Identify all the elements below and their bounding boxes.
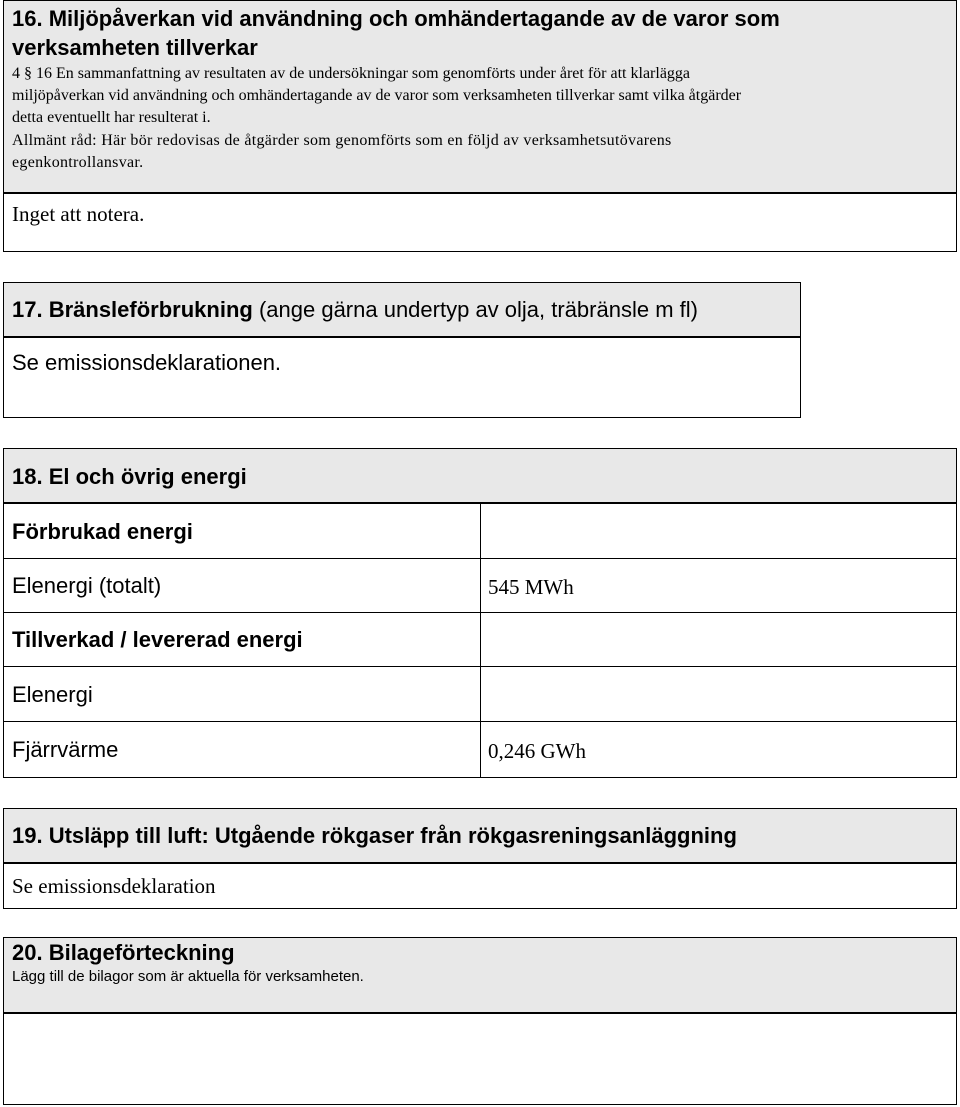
section-16-advice-line1: Allmänt råd: Här bör redovisas de åtgärder som genomförts som en följd av verksamhetsutövarens xyxy=(12,132,672,149)
section-16-advice-line2: egenkontrollansvar. xyxy=(12,154,144,171)
section-16-description-line3: detta eventuellt har resulterat i. xyxy=(12,109,211,126)
section-16-answer: Inget att notera. xyxy=(12,202,145,226)
section-17-answer-field[interactable] xyxy=(3,336,801,418)
energy-table-row-divider xyxy=(4,721,956,722)
energy-row-produced-label: Tillverkad / levererad energi xyxy=(12,627,303,652)
section-17-title xyxy=(12,297,698,323)
energy-row-consumed-value[interactable] xyxy=(488,519,948,545)
section-17-title-bold: 17. Bränsleförbrukning xyxy=(12,297,253,322)
section-16-title-line1: 16. Miljöpåverkan vid användning och omhändertagande av de varor som xyxy=(12,6,780,31)
energy-row-produced-value[interactable] xyxy=(488,627,948,653)
section-19-answer-field[interactable] xyxy=(3,862,957,909)
energy-row-electricity-total-label: Elenergi (totalt) xyxy=(12,573,162,598)
energy-table xyxy=(3,502,957,778)
section-17-header xyxy=(3,282,801,338)
section-19-answer: Se emissionsdeklaration xyxy=(12,874,216,898)
energy-table-row-divider xyxy=(4,558,956,559)
section-17-title-rest: (ange gärna undertyp av olja, träbränsle m fl) xyxy=(252,297,698,322)
section-16-header xyxy=(3,0,957,194)
energy-row-electricity-label: Elenergi xyxy=(12,682,93,707)
section-16-title-line2: verksamheten tillverkar xyxy=(12,35,258,60)
energy-row-district-heating-value[interactable]: 0,246 GWh xyxy=(488,739,586,763)
section-20-answer-field[interactable] xyxy=(3,1012,957,1105)
energy-table-row-divider xyxy=(4,612,956,613)
energy-table-row-divider xyxy=(4,666,956,667)
section-16-answer-field[interactable] xyxy=(3,192,957,252)
energy-row-district-heating-label: Fjärrvärme xyxy=(12,737,119,762)
section-18-title: 18. El och övrig energi xyxy=(12,464,247,489)
section-20-note: Lägg till de bilagor som är aktuella för verksamheten. xyxy=(12,968,364,985)
section-16-description-line1: 4 § 16 En sammanfattning av resultaten av de undersökningar som genomförts under året för att klarlägga xyxy=(12,65,691,82)
energy-row-electricity-total-value[interactable]: 545 MWh xyxy=(488,575,574,599)
section-20-title: 20. Bilageförteckning xyxy=(12,940,235,965)
section-16-description-line2: miljöpåverkan vid användning och omhändertagande av de varor som verksamheten tillverkar samt vilka åtgärder xyxy=(12,87,742,104)
section-20-header xyxy=(3,937,957,1014)
energy-table-column-divider xyxy=(480,503,481,777)
section-18-header xyxy=(3,448,957,504)
energy-row-electricity-value[interactable] xyxy=(488,682,948,708)
section-19-title: 19. Utsläpp till luft: Utgående rökgaser från rökgasreningsanläggning xyxy=(12,823,737,848)
energy-row-consumed-label: Förbrukad energi xyxy=(12,519,193,544)
section-19-header xyxy=(3,808,957,864)
section-17-answer: Se emissionsdeklarationen. xyxy=(12,350,282,375)
